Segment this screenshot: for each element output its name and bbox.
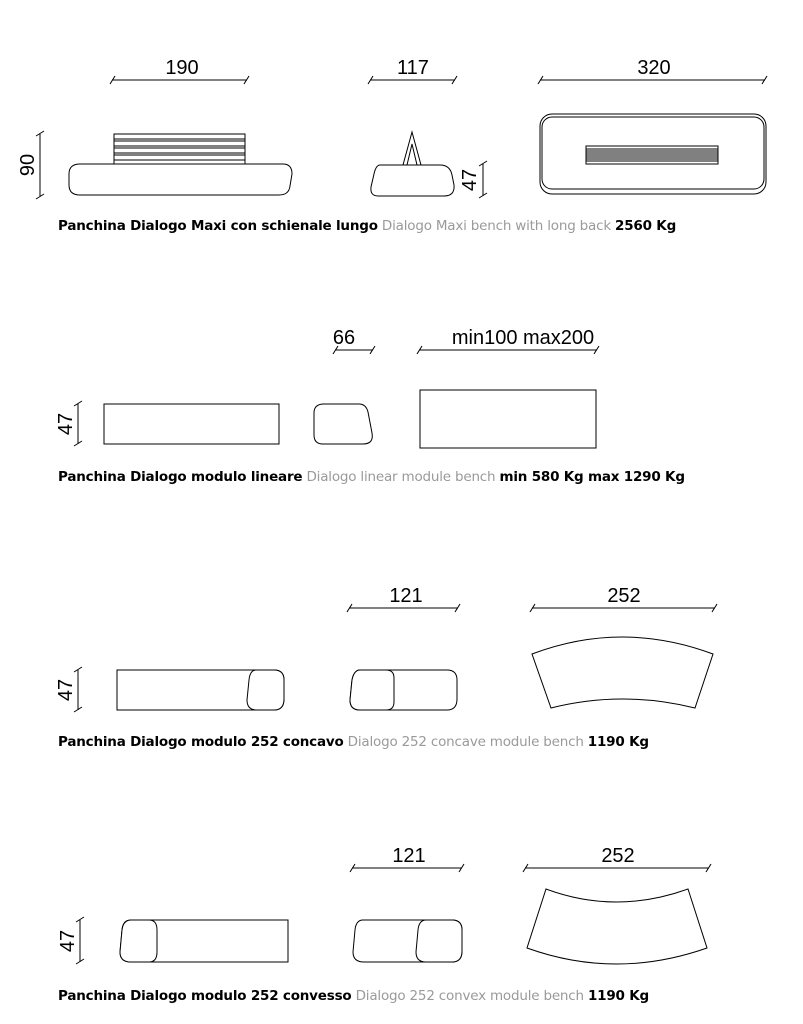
caption-weight: 1190 Kg: [587, 734, 649, 750]
row-convex: [57, 845, 711, 964]
dim-label-height: 47: [55, 412, 77, 436]
caption-en: Dialogo linear module bench: [306, 469, 496, 485]
maxi-front-view: [69, 134, 292, 195]
caption-maxi: [58, 218, 676, 234]
dim-label-height-seat: 47: [459, 168, 481, 192]
dim-label-width: 252: [607, 585, 641, 607]
convex-plan-view: [527, 889, 707, 964]
caption-weight: 1190 Kg: [587, 988, 649, 1004]
row-maxi: [17, 57, 767, 199]
caption-en: Dialogo Maxi bench with long back: [381, 218, 611, 234]
dim-label-length: 190: [165, 57, 199, 79]
dim-label-width: min100 max200: [451, 327, 595, 349]
caption-linear: [58, 469, 685, 485]
convex-side-view: [353, 920, 462, 962]
linear-plan-view: [420, 390, 596, 448]
dim-label-height-back: 90: [17, 153, 39, 177]
caption-concave: [58, 734, 649, 750]
dim-label-depth: 117: [397, 57, 429, 79]
linear-front-view: [104, 404, 279, 444]
row-linear: [55, 327, 599, 448]
caption-it: Panchina Dialogo Maxi con schienale lungo: [58, 218, 378, 234]
dim-label-depth: 121: [389, 585, 423, 607]
caption-weight: 2560 Kg: [615, 218, 677, 234]
caption-weight: min 580 Kg max 1290 Kg: [499, 469, 685, 485]
concave-side-view: [350, 670, 457, 710]
concave-plan-view: [532, 637, 713, 708]
maxi-side-view: [371, 132, 454, 196]
caption-it: Panchina Dialogo modulo 252 concavo: [58, 734, 344, 750]
dim-label-height: 47: [57, 929, 79, 953]
convex-front-view: [120, 920, 288, 962]
caption-en: Dialogo 252 convex module bench: [355, 988, 584, 1004]
dim-label-depth: 66: [332, 327, 356, 349]
maxi-plan-view: [540, 114, 766, 194]
dim-label-width: 252: [601, 845, 635, 867]
caption-convex: [58, 988, 649, 1004]
dim-label-depth: 121: [392, 845, 426, 867]
caption-en: Dialogo 252 concave module bench: [347, 734, 584, 750]
linear-side-view: [314, 404, 372, 444]
concave-front-view: [117, 670, 284, 710]
dim-label-width: 320: [637, 57, 671, 79]
caption-it: Panchina Dialogo modulo lineare: [58, 469, 303, 485]
row-concave: [55, 585, 717, 712]
dim-label-height: 47: [55, 678, 77, 702]
caption-it: Panchina Dialogo modulo 252 convesso: [58, 988, 352, 1004]
